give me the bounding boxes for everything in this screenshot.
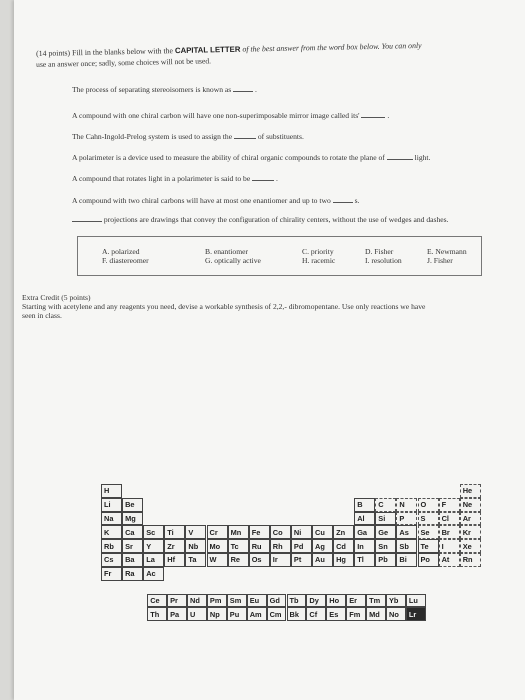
element-mo: Mo	[207, 539, 228, 553]
element-br: Br	[439, 525, 460, 539]
element-sn: Sn	[375, 539, 396, 553]
element-ir: Ir	[270, 553, 291, 567]
element-ag: Ag	[312, 539, 333, 553]
element-bi: Bi	[396, 553, 417, 567]
question-item-3	[72, 131, 304, 141]
word-choice: D. Fisher	[365, 247, 394, 256]
element-ca: Ca	[122, 525, 143, 539]
element-at: At	[439, 553, 460, 567]
element-u: U	[187, 607, 207, 621]
element-au: Au	[312, 553, 333, 567]
element-pb: Pb	[375, 553, 396, 567]
points-prefix: (14 points)	[36, 48, 71, 58]
question-item-6	[72, 195, 359, 205]
question-item-4	[72, 152, 430, 162]
element-ru: Ru	[249, 539, 270, 553]
element-md: Md	[366, 607, 386, 621]
element-nd: Nd	[187, 594, 207, 608]
element-re: Re	[228, 553, 249, 567]
question-item-7	[72, 214, 448, 224]
element-b: B	[354, 498, 375, 512]
element-tl: Tl	[354, 553, 375, 567]
question-text: The process of separating stereoisomers is known as	[72, 85, 234, 94]
element-tc: Tc	[228, 539, 249, 553]
element-am: Am	[247, 607, 267, 621]
element-pr: Pr	[167, 594, 187, 608]
element-cr: Cr	[207, 525, 228, 539]
element-sm: Sm	[227, 594, 247, 608]
element-co: Co	[270, 525, 291, 539]
element-tm: Tm	[366, 594, 386, 608]
element-ra: Ra	[122, 567, 143, 581]
element-cm: Cm	[267, 607, 287, 621]
element-ga: Ga	[354, 525, 375, 539]
element-ti: Ti	[164, 525, 185, 539]
element-cl: Cl	[439, 512, 460, 526]
instruction-rest: of the best answer from the word box below. You can only	[242, 40, 422, 54]
question-text: The Cahn-Ingold-Prelog system is used to assign the	[72, 132, 234, 141]
element-pt: Pt	[291, 553, 312, 567]
element-c: C	[375, 498, 396, 512]
instruction-line2: use an answer once; sadly, some choices will not be used.	[36, 56, 212, 69]
element-na: Na	[101, 512, 122, 526]
element-in: In	[354, 539, 375, 553]
element-kr: Kr	[460, 525, 481, 539]
question-text: A compound with two chiral carbons will have at most one enantiomer and up to two	[72, 196, 333, 205]
question-after-text: light.	[412, 153, 431, 162]
element-no: No	[386, 607, 406, 621]
question-after-text: of substituents.	[255, 132, 304, 141]
element-sb: Sb	[396, 539, 417, 553]
element-ho: Ho	[326, 594, 346, 608]
element-pu: Pu	[227, 607, 247, 621]
word-box	[77, 236, 482, 276]
element-rh: Rh	[270, 539, 291, 553]
element-nb: Nb	[185, 539, 206, 553]
word-choice: C. priority	[302, 247, 334, 256]
word-choice: A. polarized	[102, 247, 140, 256]
word-choice: J. Fisher	[427, 256, 453, 265]
instruction-text: Fill in the blanks below with the	[71, 46, 174, 58]
element-bk: Bk	[287, 607, 307, 621]
element-mn: Mn	[228, 525, 249, 539]
element-ce: Ce	[147, 594, 167, 608]
element-xe: Xe	[460, 539, 481, 553]
extra-credit-line2: seen in class.	[22, 311, 62, 320]
extra-credit-title: Extra Credit (5 points)	[22, 293, 91, 302]
element-tb: Tb	[287, 594, 307, 608]
answer-blank[interactable]	[72, 214, 102, 222]
element-o: O	[418, 498, 439, 512]
element-be: Be	[122, 498, 143, 512]
question-header	[36, 41, 422, 58]
element-zn: Zn	[333, 525, 354, 539]
element-po: Po	[418, 553, 439, 567]
question-after-text: s.	[352, 196, 360, 205]
extra-credit-line1: Starting with acetylene and any reagents you need, devise a workable synthesis of 2,2,- dibromopentane. Use only reactions we have	[22, 302, 426, 311]
question-text: A compound that rotates light in a polarimeter is said to be	[72, 174, 253, 183]
element-yb: Yb	[386, 594, 406, 608]
element-i: I	[439, 539, 460, 553]
element-fe: Fe	[249, 525, 270, 539]
element-lu: Lu	[406, 594, 426, 608]
word-choice: I. resolution	[365, 256, 402, 265]
question-item-1	[72, 84, 257, 94]
word-choice: F. diastereomer	[102, 256, 149, 265]
element-he: He	[460, 484, 481, 498]
element-si: Si	[375, 512, 396, 526]
element-ne: Ne	[460, 498, 481, 512]
word-choice: B. enantiomer	[205, 247, 249, 256]
element-n: N	[396, 498, 417, 512]
element-pa: Pa	[167, 607, 187, 621]
element-np: Np	[207, 607, 227, 621]
answer-blank[interactable]	[252, 173, 274, 181]
element-ni: Ni	[291, 525, 312, 539]
periodic-table	[95, 484, 475, 684]
element-la: La	[143, 553, 164, 567]
element-mg: Mg	[122, 512, 143, 526]
element-sc: Sc	[143, 525, 164, 539]
element-p: P	[396, 512, 417, 526]
answer-blank[interactable]	[233, 84, 253, 92]
element-er: Er	[346, 594, 366, 608]
answer-blank[interactable]	[361, 110, 385, 118]
element-se: Se	[418, 525, 439, 539]
element-ta: Ta	[185, 553, 206, 567]
worksheet-page	[14, 0, 525, 700]
word-choice: H. racemic	[302, 256, 336, 265]
element-gd: Gd	[267, 594, 287, 608]
question-text: A compound with one chiral carbon will have one non-superimposable mirror image called its'	[72, 111, 362, 120]
element-dy: Dy	[306, 594, 326, 608]
element-s: S	[418, 512, 439, 526]
element-li: Li	[101, 498, 122, 512]
element-cs: Cs	[101, 553, 122, 567]
element-pd: Pd	[291, 539, 312, 553]
element-fr: Fr	[101, 567, 122, 581]
answer-blank[interactable]	[333, 195, 353, 203]
element-zr: Zr	[164, 539, 185, 553]
element-k: K	[101, 525, 122, 539]
question-after-text: .	[274, 174, 278, 183]
element-th: Th	[147, 607, 167, 621]
element-ac: Ac	[143, 567, 164, 581]
element-pm: Pm	[207, 594, 227, 608]
element-ba: Ba	[122, 553, 143, 567]
element-cf: Cf	[306, 607, 326, 621]
element-te: Te	[418, 539, 439, 553]
instruction-bold: CAPITAL LETTER	[174, 44, 241, 56]
element-hg: Hg	[333, 553, 354, 567]
element-fm: Fm	[346, 607, 366, 621]
element-al: Al	[354, 512, 375, 526]
question-after-text: projections are drawings that convey the configuration of chirality centers, without the use of wedges and dashes.	[102, 215, 449, 224]
element-w: W	[207, 553, 228, 567]
element-v: V	[185, 525, 206, 539]
question-item-5	[72, 173, 278, 183]
element-cd: Cd	[333, 539, 354, 553]
element-os: Os	[249, 553, 270, 567]
answer-blank[interactable]	[387, 152, 413, 160]
question-after-text: .	[253, 85, 257, 94]
answer-blank[interactable]	[234, 131, 256, 139]
question-text: A polarimeter is a device used to measure the ability of chiral organic compounds to rotate the plane of	[72, 153, 387, 162]
element-es: Es	[326, 607, 346, 621]
element-f: F	[439, 498, 460, 512]
question-after-text: .	[385, 111, 390, 120]
element-eu: Eu	[247, 594, 267, 608]
element-sr: Sr	[122, 539, 143, 553]
element-hf: Hf	[164, 553, 185, 567]
element-cu: Cu	[312, 525, 333, 539]
word-choice: G. optically active	[205, 256, 261, 265]
element-rn: Rn	[460, 553, 481, 567]
word-choice: E. Newmann	[427, 247, 467, 256]
element-as: As	[396, 525, 417, 539]
element-h: H	[101, 484, 122, 498]
element-rb: Rb	[101, 539, 122, 553]
element-ge: Ge	[375, 525, 396, 539]
question-item-2	[72, 110, 389, 120]
element-y: Y	[143, 539, 164, 553]
element-lr: Lr	[406, 607, 426, 621]
element-ar: Ar	[460, 512, 481, 526]
